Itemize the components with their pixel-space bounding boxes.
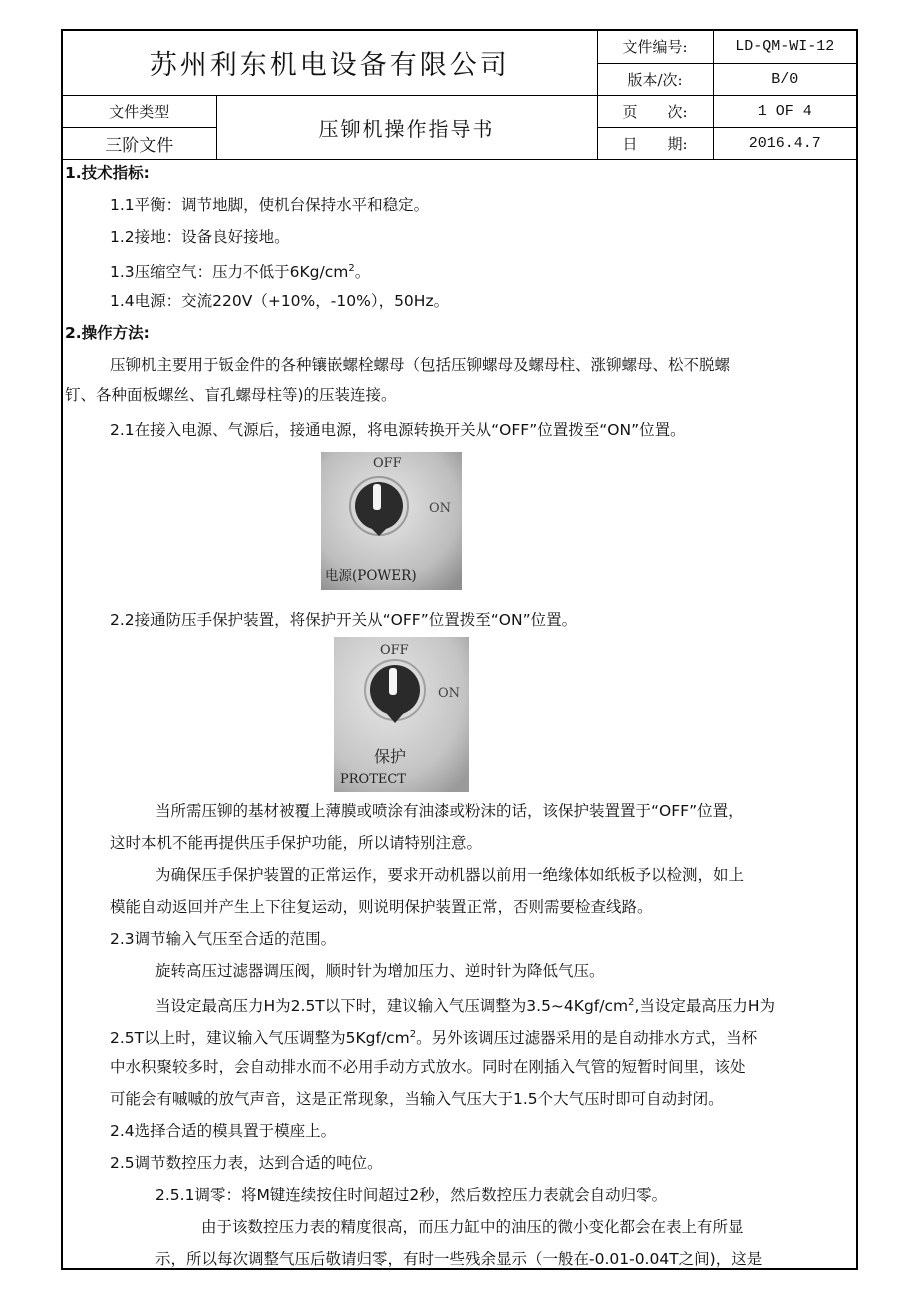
doc-type-value: 三阶文件 xyxy=(63,127,216,159)
spec-air xyxy=(110,258,370,283)
check-note-line-2: 模能自动返回并产生上下往复运动，则说明保护装置正常，否则需要检查线路。 xyxy=(110,898,653,916)
pressure-note-1-exponent: 2 xyxy=(628,997,635,1008)
power-switch-photo xyxy=(321,452,462,590)
pressure-note-1b: ,当设定最高压力H为 xyxy=(634,997,776,1016)
spec-ground: 1.2接地：设备良好接地。 xyxy=(110,228,290,246)
step-2-3: 2.3调节输入气压至合适的范围。 xyxy=(110,930,337,948)
document-title: 压铆机操作指导书 xyxy=(216,95,597,159)
zero-note-line-1: 由于该数控压力表的精度很高，而压力缸中的油压的微小变化都会在表上有所显 xyxy=(201,1218,744,1236)
section-2-heading: 2.操作方法: xyxy=(65,324,150,342)
photo2-caption-cn: 保护 xyxy=(374,747,407,766)
pressure-note-line-3: 中水积聚较多时，会自动排水而不必用手动方式放水。同时在刚插入气管的短暂时间里，该处 xyxy=(110,1058,746,1076)
pressure-note-1a: 当设定最高压力H为2.5T以下时，建议输入气压调整为3.5~4Kgf/cm xyxy=(155,997,629,1016)
section-1-heading: 1.技术指标: xyxy=(65,164,150,182)
photo2-caption-en: PROTECT xyxy=(340,772,406,787)
intro-line-2: 钉、各种面板螺丝、盲孔螺母柱等)的压装连接。 xyxy=(65,386,397,404)
off-note-line-1: 当所需压铆的基材被覆上薄膜或喷涂有油漆或粉沫的话，该保护装置置于“OFF”位置， xyxy=(155,802,744,820)
page-label: 页 次: xyxy=(597,95,713,127)
version-label: 版本/次: xyxy=(597,63,713,95)
step-2-5: 2.5调节数控压力表，达到合适的吨位。 xyxy=(110,1154,383,1172)
pressure-note-2-exponent: 2 xyxy=(409,1029,417,1040)
doc-number-value: LD-QM-WI-12 xyxy=(713,31,856,63)
spec-balance: 1.1平衡：调节地脚，使机台保持水平和稳定。 xyxy=(110,196,430,214)
pressure-note-line-1 xyxy=(155,992,775,1017)
step-2-4: 2.4选择合适的模具置于模座上。 xyxy=(110,1122,337,1140)
pressure-note-line-4: 可能会有嘁嘁的放气声音，这是正常现象，当输入气压大于1.5个大气压时即可自动封闭。 xyxy=(110,1090,724,1108)
pressure-note-2b: 。另外该调压过滤器采用的是自动排水方式，当杯 xyxy=(416,1029,758,1048)
step-2-2: 2.2接通防压手保护装置，将保护开关从“OFF”位置拨至“ON”位置。 xyxy=(110,611,578,629)
document-page xyxy=(61,29,858,1270)
off-note-line-2: 这时本机不能再提供压手保护功能，所以请特别注意。 xyxy=(110,834,483,852)
photo1-off-label: OFF xyxy=(373,456,402,471)
doc-number-label: 文件编号: xyxy=(597,31,713,63)
version-value: B/0 xyxy=(713,63,856,95)
photo1-caption: 电源(POWER) xyxy=(325,568,417,584)
spec-air-exponent: 2 xyxy=(348,263,355,274)
document-header-table xyxy=(63,31,856,160)
intro-line-1: 压铆机主要用于钣金件的各种镶嵌螺栓螺母（包括压铆螺母及螺母柱、涨铆螺母、松不脱螺 xyxy=(110,356,731,374)
rotate-note: 旋转高压过滤器调压阀，顺时针为增加压力、逆时针为降低气压。 xyxy=(155,962,605,980)
spec-power: 1.4电源：交流220V（+10%，-10%），50Hz。 xyxy=(110,292,450,310)
step-2-1: 2.1在接入电源、气源后，接通电源，将电源转换开关从“OFF”位置拨至“ON”位置。 xyxy=(110,421,686,439)
page-value: 1 OF 4 xyxy=(713,95,856,127)
protect-switch-image xyxy=(334,637,469,792)
step-2-5-1: 2.5.1调零：将M键连续按住时间超过2秒，然后数控压力表就会自动归零。 xyxy=(155,1186,668,1204)
power-switch-image xyxy=(321,452,462,590)
check-note-line-1: 为确保压手保护装置的正常运作，要求开动机器以前用一绝缘体如纸板予以检测，如上 xyxy=(155,866,745,884)
protect-switch-photo xyxy=(334,637,469,792)
spec-air-text: 1.3压缩空气：压力不低于6Kg/cm xyxy=(110,263,349,282)
pressure-note-2a: 2.5T以上时，建议输入气压调整为5Kgf/cm xyxy=(110,1029,410,1048)
date-value: 2016.4.7 xyxy=(713,127,856,159)
photo2-on-label: ON xyxy=(438,686,461,701)
spec-air-end: 。 xyxy=(354,263,371,282)
pressure-note-line-2 xyxy=(110,1024,757,1049)
zero-note-line-2: 示，所以每次调整气压后敬请归零，有时一些残余显示（一般在-0.01-0.04T之间)，这是 xyxy=(155,1250,763,1268)
photo1-on-label: ON xyxy=(429,501,452,516)
date-label: 日 期: xyxy=(597,127,713,159)
company-name: 苏州利东机电设备有限公司 xyxy=(63,31,597,95)
doc-type-label: 文件类型 xyxy=(63,95,216,127)
photo2-off-label: OFF xyxy=(380,643,409,658)
